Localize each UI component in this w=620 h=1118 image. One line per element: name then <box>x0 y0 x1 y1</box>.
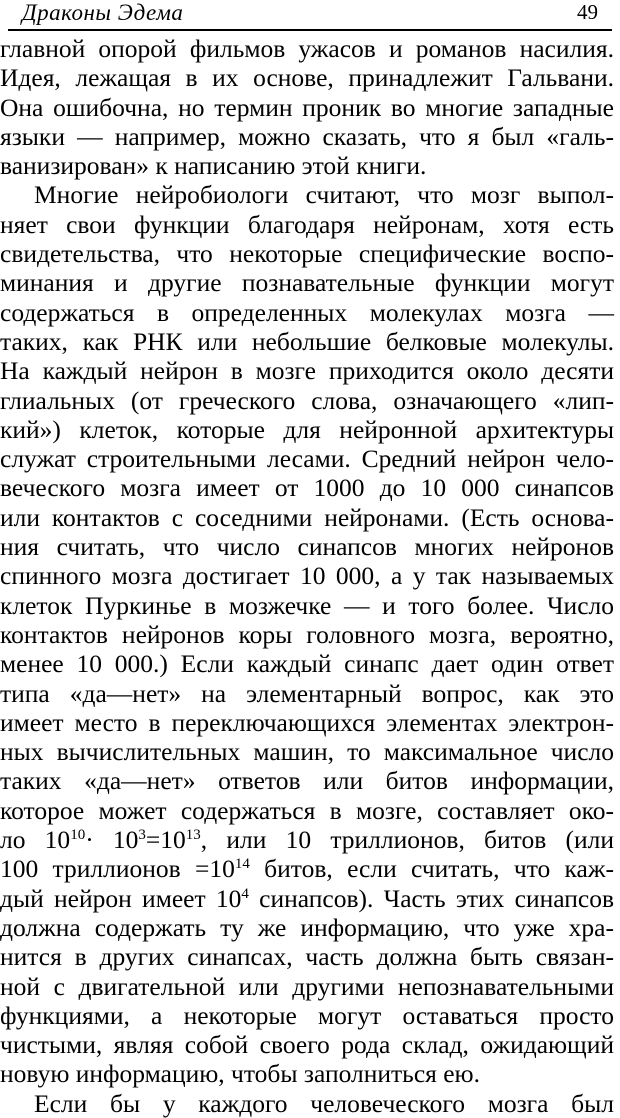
running-head-title: Драконы Эдема <box>22 0 184 25</box>
text-line: веческого мозга имеет от 1000 до 10 000 синапсов <box>0 473 614 503</box>
text-line: Она ошибочна, но термин проник во многие западные <box>0 92 614 122</box>
text-line: свидетельства, что некоторые специфические воспо- <box>0 239 614 269</box>
text-fragment: ло 10 <box>0 825 71 855</box>
text-line: кий») клеток, которые для нейронной архитектуры <box>0 414 614 444</box>
text-line <box>0 825 614 854</box>
text-line: спинного мозга достигает 10 000, а у так называемых <box>0 561 614 591</box>
text-line: ванизирован» к написанию этой книги. <box>0 151 427 181</box>
text-fragment: 100 триллионов =10 <box>0 854 235 884</box>
exponent: 14 <box>234 856 250 873</box>
exponent: 13 <box>185 827 201 844</box>
text-line: менее 10 000.) Если каждый синапс дает один ответ <box>0 649 614 679</box>
text-line: ной с двигательной или другими непознавательными <box>0 971 614 1001</box>
exponent: 10 <box>70 827 86 844</box>
text-line: функциями, а некоторые могут оставаться просто <box>0 1000 614 1030</box>
text-line: Многие нейробиологи считают, что мозг выпол- <box>34 180 614 210</box>
text-fragment: битов, если считать, что каж- <box>249 854 614 884</box>
page-number: 49 <box>577 0 598 24</box>
text-line: или контактов с соседними нейронами. (Есть основа- <box>0 502 614 532</box>
exponent: 3 <box>138 827 146 844</box>
text-line: нится в других синапсах, часть должна быть связан- <box>0 942 614 972</box>
text-line: должна содержать ту же информацию, что уже хра- <box>0 912 614 942</box>
text-fragment: синапсов). Часть этих синапсов <box>248 883 615 913</box>
text-line <box>0 854 614 883</box>
text-line: минания и другие познавательные функции могут <box>0 268 614 298</box>
text-fragment: дый нейрон имеет 10 <box>0 883 242 913</box>
text-line: няет свои функции благодаря нейронам, хотя есть <box>0 209 614 239</box>
text-line: таких, как РНК или небольшие белковые молекулы. <box>0 326 614 356</box>
text-line: клеток Пуркинье в мозжечке — и того более. Число <box>0 590 614 620</box>
text-fragment: · 10 <box>85 825 139 855</box>
text-line: ных вычислительных машин, то максимальное число <box>0 737 614 767</box>
exponent: 4 <box>241 885 249 902</box>
text-line: которое может содержаться в мозге, составляет око- <box>0 795 614 825</box>
body-text <box>0 34 614 1118</box>
text-line: контактов нейронов коры головного мозга, вероятно, <box>0 619 614 649</box>
text-line: На каждый нейрон в мозге приходится около десяти <box>0 356 614 386</box>
text-line <box>0 884 614 913</box>
text-line: Идея, лежащая в их основе, принадлежит Гальвани. <box>0 63 614 93</box>
text-line: чистыми, являя собой своего рода склад, ожидающий <box>0 1030 614 1060</box>
text-line: имеет место в переключающихся элементах электрон- <box>0 707 614 737</box>
text-line: главной опорой фильмов ужасов и романов насилия. <box>0 34 614 63</box>
text-line: таких «да—нет» ответов или битов информации, <box>0 766 614 796</box>
text-line: служат строительными лесами. Средний нейрон чело- <box>0 444 614 474</box>
text-line: языки — например, можно сказать, что я был «галь- <box>0 121 614 151</box>
text-fragment: , или 10 триллионов, битов (или <box>200 825 614 855</box>
text-line: типа «да—нет» на элементарный вопрос, как это <box>0 678 614 708</box>
running-head <box>8 0 612 30</box>
text-fragment: =10 <box>145 825 186 855</box>
text-line: глиальных (от греческого слова, означающего «лип- <box>0 385 614 415</box>
text-line: Если бы у каждого человеческого мозга был <box>34 1088 614 1118</box>
text-line: новую информацию, чтобы заполниться ею. <box>0 1059 480 1089</box>
text-line: содержаться в определенных молекулах мозга — <box>0 297 614 327</box>
text-line: ния считать, что число синапсов многих нейронов <box>0 532 614 562</box>
header-rule <box>8 29 612 31</box>
